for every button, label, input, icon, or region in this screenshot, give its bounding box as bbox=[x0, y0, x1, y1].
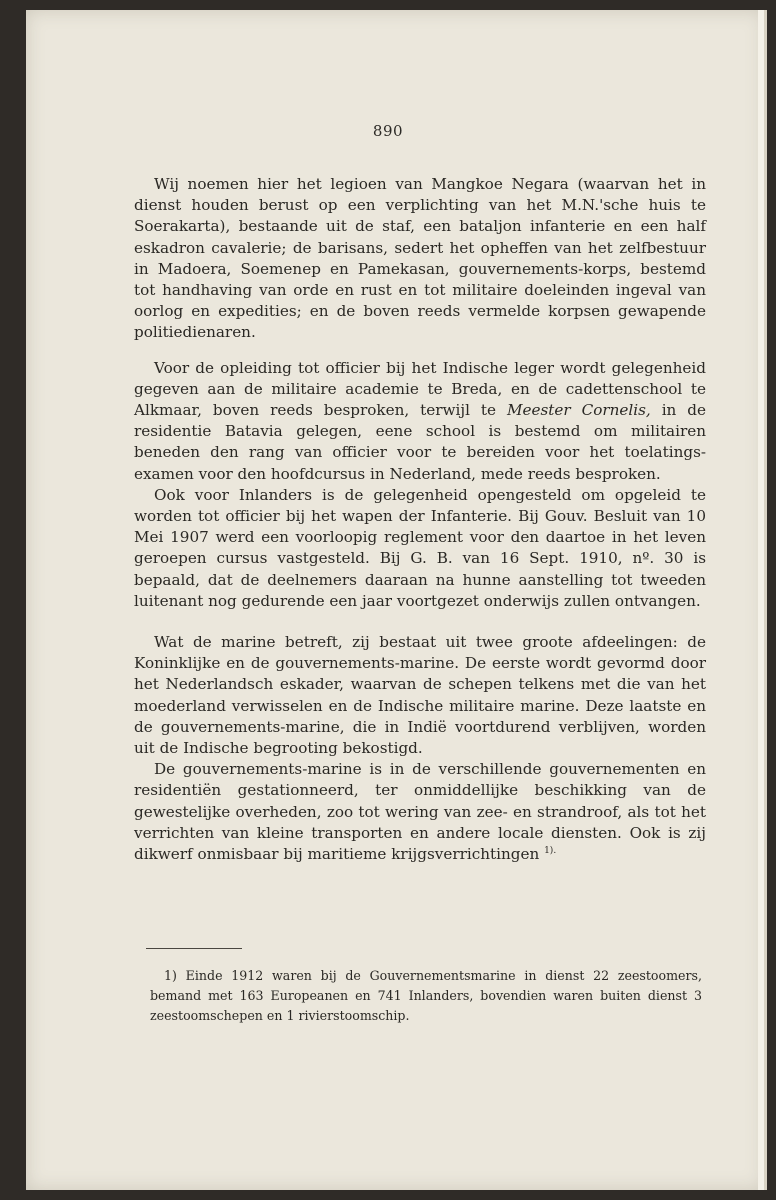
paragraph-legioen: Wij noemen hier het legioen van Mangkoe Negara (waarvan het in dienst houden berust op een verplichting van het M.N.'sche huis te Soerakarta), bestaande uit de staf, een bataljon infanterie en een half eskadron cavalerie; de barisans, sedert het opheffen van het zelfbestuur in Madoera, Soemenep en Pamekasan, gouvernements-korps, bestemd tot handhaving van orde en rust en tot militaire doeleinden ingeval van oorlog en expedities; en de boven reeds vermelde korpsen gewapende politiedienaren. bbox=[134, 175, 706, 342]
paragraph-gouvernements-marine bbox=[134, 759, 706, 865]
footnote-text: Einde 1912 waren bij de Gouvernementsmarine in dienst 22 zeestoomers, bemand met 163 Europeanen en 741 Inlanders, bovendien waren buiten dienst 3 zeestoomschepen en 1 rivierstoomschip. bbox=[150, 968, 702, 1023]
paragraph-opleiding-part2: in de residentie Batavia gelegen, eene school is bestemd om militairen beneden den rang van officier voor te bereiden voor het toelatings-examen voor den hoofdcursus in Nederland, mede reeds besproken. bbox=[134, 401, 707, 483]
paragraph-marine: Wat de marine betreft, zij bestaat uit twee groote afdeelingen: de Koninklijke en de gouvernements-marine. De eerste wordt gevormd door het Nederlandsch eskader, waarvan de schepen telkens met die van het moederland verwisselen en de Indische militaire marine. Deze laatste en de gouvernements-marine, die in Indië voortdurend verblijven, worden uit de Indische begrooting bekostigd. bbox=[134, 633, 706, 758]
footnote-marker: 1) bbox=[164, 968, 177, 983]
paragraph-inlanders: Ook voor Inlanders is de gelegenheid opengesteld om opgeleid te worden tot officier bij het wapen der Infanterie. Bij Gouv. Besluit van 10 Mei 1907 werd een voorloopig reglement voor den daartoe in het leven geroepen cursus vastgesteld. Bij G. B. van 16 Sept. 1910, nº. 30 is bepaald, dat de deelnemers daaraan na hunne aanstelling tot tweeden luitenant nog gedurende een jaar voortgezet onderwijs zullen ontvangen. bbox=[134, 485, 706, 610]
place-name-meester-cornelis: Meester Cornelis, bbox=[506, 401, 651, 420]
footnote-rule bbox=[146, 948, 242, 949]
body-text bbox=[134, 174, 706, 865]
footnote-reference: 1). bbox=[544, 846, 557, 857]
paragraph-opleiding bbox=[134, 358, 706, 485]
footnote bbox=[150, 966, 702, 1026]
paragraph-opleiding-part1: Voor de opleiding tot officier bij het Indische leger wordt gelegenheid gegeven aan de militaire academie te Breda, en de cadettenschool te Alkmaar, boven reeds besproken, terwijl te bbox=[134, 358, 706, 420]
page-number: 890 bbox=[372, 122, 404, 140]
paragraph-gouvernements-marine-text: De gouvernements-marine is in de verschillende gouvernementen en residentiën gestationneerd, ter onmiddellijke beschikking van de gewestelijke overheden, zoo tot wering van zee- en strandroof, als tot het verrichten van kleine transporten en andere locale diensten. Ook is zij dikwerf onmisbaar bij maritieme krijgsverrichtingen bbox=[134, 760, 706, 864]
page-edge bbox=[758, 10, 764, 1190]
